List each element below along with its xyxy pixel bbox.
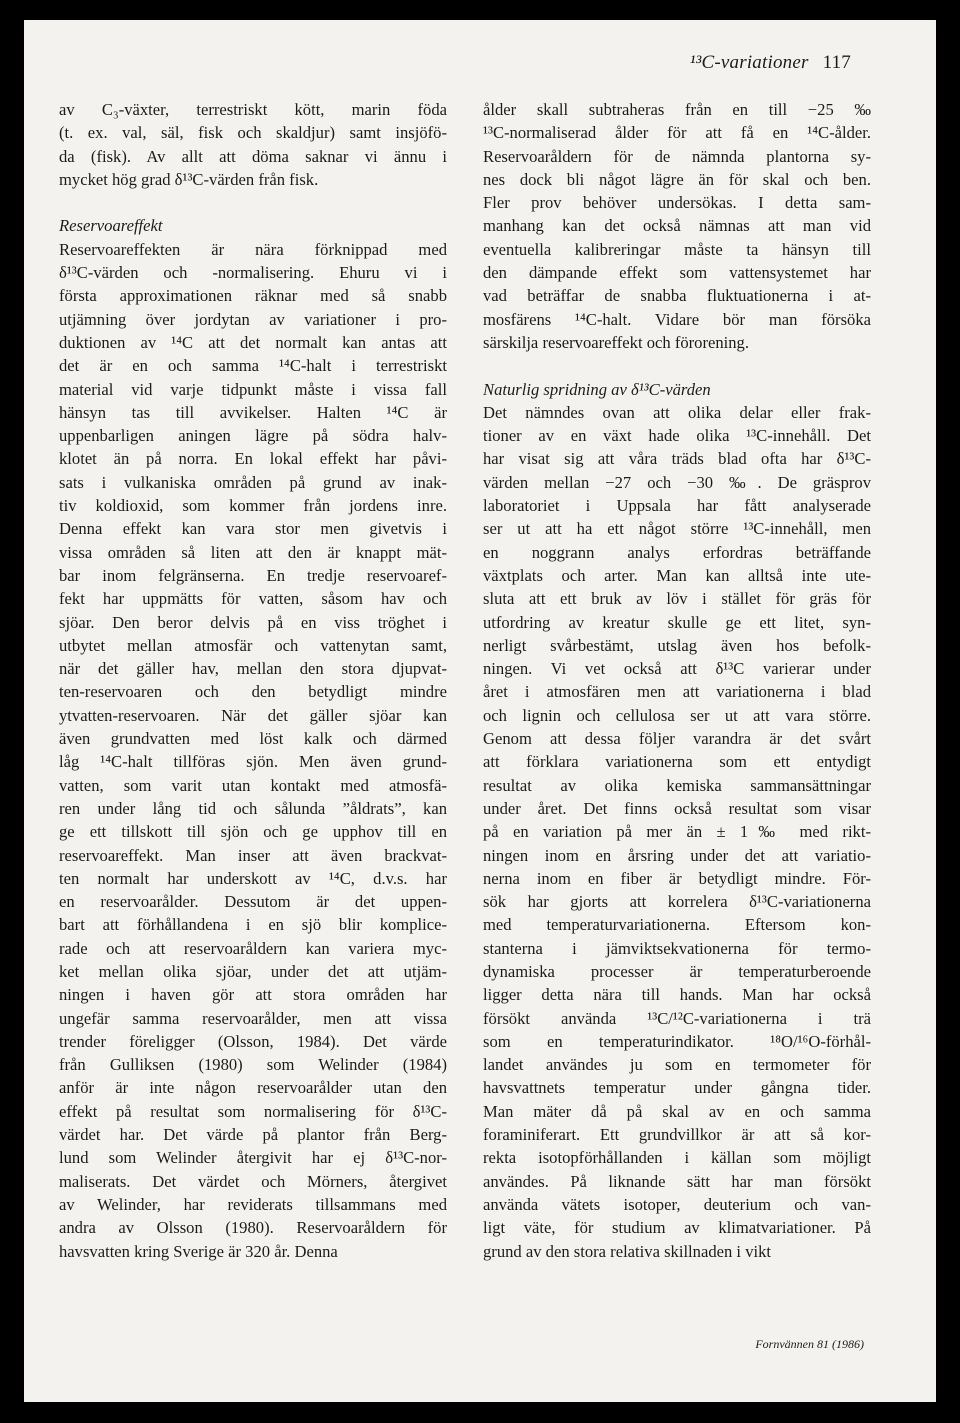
text-line: Genom att dessa följer varandra är det svårt — [483, 729, 871, 749]
text-line: under året. Det finns också resultat som visar — [483, 798, 871, 818]
right-paragraph-1 — [483, 98, 871, 354]
text-line: tioner av en växt hade olika ¹³C-innehåll. Det — [483, 426, 871, 446]
text-line: första approximationen räknar med så snabb — [59, 286, 447, 306]
text-line: det är en och samma ¹⁴C-halt i terrestriskt — [59, 356, 447, 376]
text-line: ningen. Vi vet också att δ¹³C varierar under — [483, 659, 871, 679]
text-line: havsvatten kring Sverige är 320 år. Denna — [59, 1241, 338, 1261]
text-line: trender föreligger (Olsson, 1984). Det värde — [59, 1031, 447, 1051]
text-line: rekta isotopförhållanden i källan som möjligt — [483, 1148, 871, 1168]
text-line: låg ¹⁴C-halt tillföras sjön. Men även grund- — [59, 752, 447, 772]
text-line: reservoareffekt. Man inser att även brackvat- — [59, 845, 447, 865]
text-line: att förklara variationerna som ett entydigt — [483, 752, 871, 772]
page-number: 117 — [822, 52, 851, 73]
text-line: havsvattnets temperatur under gångna tider. — [483, 1078, 871, 1098]
text-line: material vid varje tidpunkt måste i vissa fall — [59, 379, 447, 399]
right-column — [483, 98, 871, 1263]
text-line: mosfärens ¹⁴C-halt. Vidare bör man försöka — [483, 309, 871, 329]
text-line: ungefär samma reservoarålder, men att vissa — [59, 1008, 447, 1028]
document-page — [24, 20, 936, 1402]
text-line: nes dock bli något lägre än för skal och ben. — [483, 169, 871, 189]
text-line: ningen inom en årsring under det att variatio- — [483, 845, 871, 865]
text-line: resultat av olika kemiska sammansättningar — [483, 775, 871, 795]
text-line: ligt väte, för studium av klimatvariationer. På — [483, 1218, 871, 1238]
journal-footer: Fornvännen 81 (1986) — [755, 1337, 864, 1351]
text-line: maliserats. Det värdet och Mörners, återgivet — [59, 1171, 447, 1191]
text-line: da (fisk). Av allt att döma saknar vi ännu i — [59, 146, 447, 166]
text-line: ser ut att ha ett något större ¹³C-innehåll, men — [483, 519, 871, 539]
text-line: utfordring av kreatur skulle ge ett litet, syn- — [483, 612, 871, 632]
text-line: laboratoriet i Uppsala har fått analyserade — [483, 496, 871, 516]
text-line: värdet har. Det värde på plantor från Berg- — [59, 1125, 447, 1145]
text-line: (t. ex. val, säl, fisk och skaldjur) samt insjöfö- — [59, 123, 447, 143]
text-line: ten-reservoaren och den betydligt mindre — [59, 682, 447, 702]
text-line: hänsyn tas till avvikelser. Halten ¹⁴C är — [59, 402, 447, 422]
text-line: Denna effekt kan vara stor men givetvis i — [59, 519, 447, 539]
text-line: andra av Olsson (1980). Reservoaråldern för — [59, 1218, 447, 1238]
section-heading-naturlig-spridning: Naturlig spridning av δ¹³C-värden — [483, 379, 711, 399]
text-line: grund av den stora relativa skillnaden i vikt — [483, 1241, 772, 1261]
text-line: ningen i haven gör att stora områden har — [59, 985, 447, 1005]
text-line: ge ett tillskott till sjön och ge upphov till en — [59, 822, 447, 842]
text-line: den dämpande effekt som vattensystemet har — [483, 263, 871, 283]
text-line: anför är inte någon reservoarålder utan den — [59, 1078, 447, 1098]
text-line: sluta att ett bruk av löv i stället för gräs för — [483, 589, 871, 609]
text-line: använda vätets isotoper, deuterium och van- — [483, 1194, 871, 1214]
text-line: effekt på resultat som normalisering för δ¹³C- — [59, 1101, 447, 1121]
text-line: klotet än på norra. En lokal effekt har påvi- — [59, 449, 447, 469]
text-line: vissa områden så liten att den är knappt mät- — [59, 542, 447, 562]
text-line: Fler prov behöver undersökas. I detta sam- — [483, 193, 871, 213]
text-line: på en variation på mer än ± 1‰ med rikt- — [483, 822, 871, 842]
text-line: eventuella kalibreringar måste ta hänsyn till — [483, 239, 871, 259]
text-line: utbytet mellan atmosfär och vattenytan samt, — [59, 635, 447, 655]
text-line: ket mellan olika sjöar, under det att utjäm- — [59, 961, 447, 981]
text-line: ren under lång tid och sålunda ”åldrats”, kan — [59, 798, 447, 818]
text-line: rade och att reservoaråldern kan variera myc- — [59, 938, 447, 958]
text-line: mycket hög grad δ¹³C-värden från fisk. — [59, 169, 319, 189]
text-line: Reservoaråldern för de nämnda plantorna sy- — [483, 146, 871, 166]
section-heading-reservoareffekt: Reservoareffekt — [59, 216, 163, 236]
text-line: ten normalt har underskott av ¹⁴C, d.v.s. har — [59, 868, 447, 888]
text-line: försökt använda ¹³C/¹²C-variationerna i trä — [483, 1008, 871, 1028]
text-line: även grundvatten med löst kalk och därmed — [59, 729, 447, 749]
text-line: dynamiska processer är temperaturberoende — [483, 961, 871, 981]
text-line: användes. På liknande sätt har man försökt — [483, 1171, 871, 1191]
text-line: som en temperaturindikator. ¹⁸O/¹⁶O-förhål- — [483, 1031, 871, 1051]
text-line: utjämning över jordytan av variationer i pro- — [59, 309, 447, 329]
text-line: särskilja reservoareffekt och förorening. — [483, 332, 750, 352]
text-line: sök har gjorts att korrelera δ¹³C-variationerna — [483, 892, 871, 912]
text-line: ålder skall subtraheras från en till −25 ‰ — [483, 100, 871, 119]
text-line: vad beträffar de snabba fluktuationerna i at- — [483, 286, 871, 306]
text-line: en reservoarålder. Dessutom är det uppen- — [59, 892, 447, 912]
text-line: bart att förhållandena i en sjö blir komplice- — [59, 915, 447, 935]
text-line: nerligt svårbestämt, utslag även hos befolk- — [483, 635, 871, 655]
text-line: bar inom felgränserna. En tredje reservoaref- — [59, 565, 447, 585]
left-column — [59, 98, 447, 1263]
text-line: året i atmosfären men att variationerna i blad — [483, 682, 871, 702]
text-line: Reservoareffekten är nära förknippad med — [59, 239, 447, 259]
text-line: värden mellan −27 och −30 ‰. De gräsprov — [483, 472, 871, 492]
running-head-title: ¹³C-variationer — [689, 52, 809, 73]
text-line: Det nämndes ovan att olika delar eller frak- — [483, 402, 871, 422]
left-paragraph-2 — [59, 238, 447, 1263]
text-line: duktionen av ¹⁴C att det normalt kan antas att — [59, 332, 447, 352]
text-line: av Welinder, har reviderats tillsammans med — [59, 1194, 447, 1214]
text-line: har visat sig att våra träds blad ofta har δ¹³C- — [483, 449, 871, 469]
text-line: landet användes ju som en termometer för — [483, 1055, 871, 1075]
text-line: växtplats och arter. Man kan alltså inte ute- — [483, 565, 871, 585]
text-line: ytvatten-reservoaren. När det gäller sjöar kan — [59, 705, 447, 725]
text-line: med temperaturvariationerna. Eftersom kon- — [483, 915, 871, 935]
text-line: uppenbarligen aningen lägre på södra halv- — [59, 426, 447, 446]
text-line: ligger detta nära till hands. Man har också — [483, 985, 871, 1005]
text-line: och lignin och cellulosa ser ut att vara större. — [483, 705, 871, 725]
text-line: en noggrann analys erfordras beträffande — [483, 542, 871, 562]
text-line: foraminiferart. Ett grundvillkor är att så kor- — [483, 1125, 871, 1145]
text-line: δ¹³C-värden och -normalisering. Ehuru vi i — [59, 263, 447, 283]
text-line: när det gäller hav, mellan den stora djupvat- — [59, 659, 447, 679]
text-line: manhang kan det också nämnas att man vid — [483, 216, 871, 236]
text-line: av C₃-växter, terrestriskt kött, marin föda — [59, 100, 447, 119]
text-line: ¹³C-normaliserad ålder för att få en ¹⁴C-ålder. — [483, 123, 871, 143]
text-line: tiv koldioxid, som kommer från jordens inre. — [59, 496, 447, 516]
running-head — [690, 52, 851, 74]
left-paragraph-1 — [59, 98, 447, 191]
text-line: sjöar. Den beror delvis på en viss tröghet i — [59, 612, 447, 632]
text-line: Man mäter då på skal av en och samma — [483, 1101, 871, 1121]
text-line: fekt har uppmätts för vatten, såsom hav och — [59, 589, 447, 609]
text-line: från Gulliksen (1980) som Welinder (1984) — [59, 1055, 447, 1075]
text-line: sats i vulkaniska områden på grund av inak- — [59, 472, 447, 492]
text-line: vatten, som varit utan kontakt med atmosfä- — [59, 775, 447, 795]
right-paragraph-2 — [483, 401, 871, 1263]
text-line: lund som Welinder återgivit har ej δ¹³C-nor- — [59, 1148, 447, 1168]
text-line: nerna inom en fiber är betydligt mindre. För- — [483, 868, 871, 888]
text-line: stanterna i jämviktsekvationerna för termo- — [483, 938, 871, 958]
